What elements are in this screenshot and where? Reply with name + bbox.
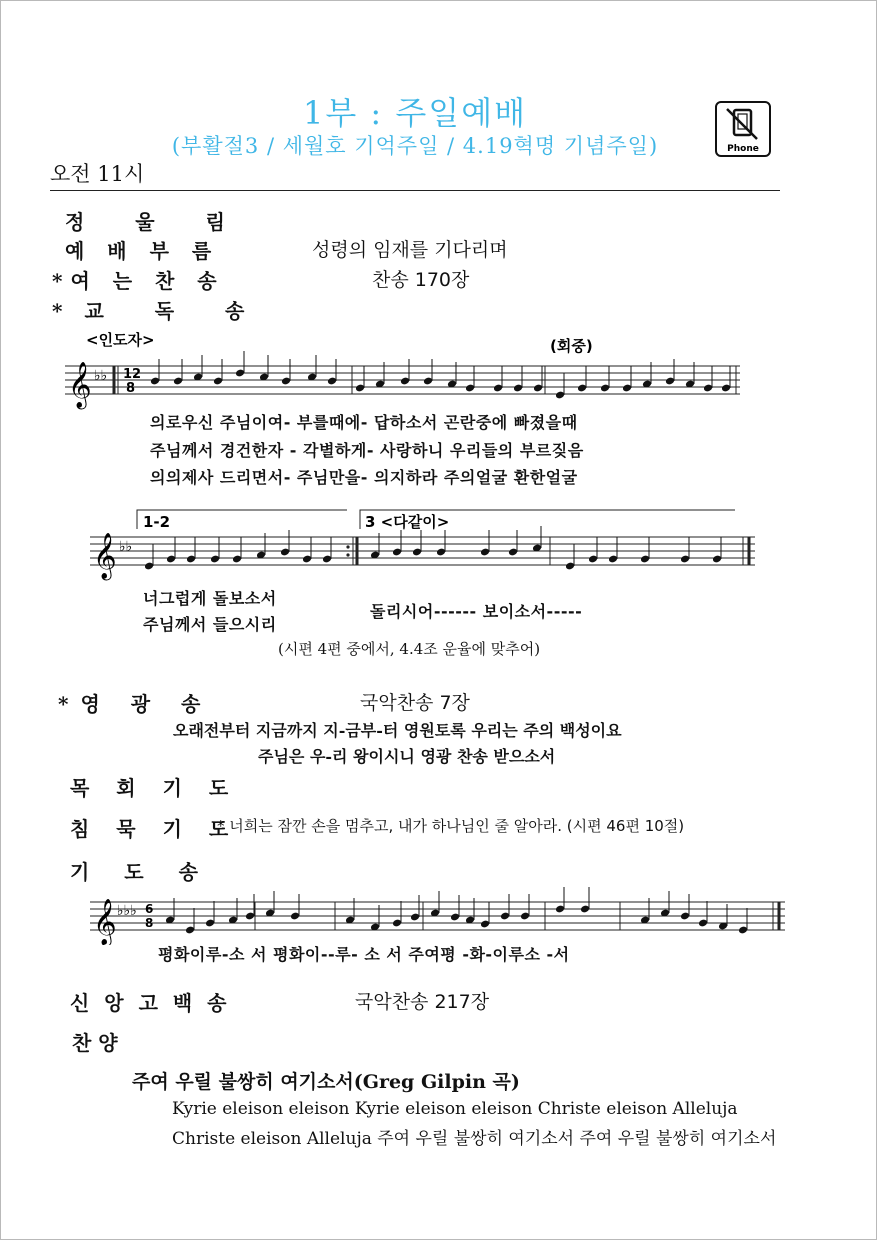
flat-icon: ♭♭♭ (117, 903, 137, 919)
anthem-text-1: Kyrie eleison eleison Kyrie eleison eleison Christe eleison Alleluja (172, 1099, 738, 1119)
score-1-lyric-2: 주님께서 경건한자 - 각별하게- 사랑하니 우리들의 부르짖음 (150, 441, 584, 460)
score-1-staff (60, 330, 750, 410)
gloria-value: 국악찬송 7장 (360, 692, 470, 714)
flat-icon: ♭♭ (119, 539, 133, 555)
anthem-title: 주여 우릴 불쌍히 여기소서(Greg Gilpin 곡) (132, 1071, 520, 1093)
page-subtitle: (부활절3 / 세월호 기억주일 / 4.19혁명 기념주일) (171, 134, 659, 158)
time-sig-bottom: 8 (145, 916, 154, 930)
score-1-lyric-3: 의의제사 드리면서- 주님만을- 의지하라 주의얼굴 환한얼굴 (150, 468, 578, 487)
score-2-lyric-2: 주님께서 들으시리 (143, 615, 277, 634)
opening-hymn-label: *여 는 찬 송 (52, 269, 225, 293)
score-2-staff (85, 505, 760, 585)
treble-clef-icon: 𝄞 (93, 899, 117, 945)
prelude-label: 정 울 림 (65, 210, 247, 234)
call-to-worship-value: 성령의 임재를 기다리며 (312, 239, 508, 261)
score-3-notes (165, 887, 748, 934)
leader-label: <인도자> (86, 331, 155, 349)
treble-clef-icon: 𝄞 (93, 533, 117, 579)
silent-prayer-verse: * 너희는 잠깐 손을 멈추고, 내가 하나님인 줄 알아라. (시편 46편 10절) (217, 817, 685, 835)
congregation-label: (회중) (550, 337, 593, 355)
responsive-reading-label: *교 독 송 (52, 299, 267, 323)
silent-prayer-label: 침 묵 기 도 (70, 817, 239, 841)
no-phone-icon (715, 101, 771, 157)
ending-1-label: 1-2 (143, 513, 171, 531)
gloria-text-1: 오래전부터 지금까지 지-금부-터 영원토록 우리는 주의 백성이요 (173, 721, 622, 740)
header-divider (50, 190, 780, 191)
creed-label: 신 앙 고 백 송 (70, 991, 231, 1015)
call-to-worship-label: 예 배 부 름 (65, 239, 220, 263)
flat-icon: ♭♭ (94, 368, 108, 384)
score-1-lyric-1: 의로우신 주님이여- 부를때에- 답하소서 곤란중에 빠졌을때 (150, 413, 578, 432)
score-2-lyric-right: 돌리시어------ 보이소서----- (370, 602, 583, 621)
creed-value: 국악찬송 217장 (355, 991, 490, 1013)
time-sig-bottom: 8 (126, 381, 136, 396)
psalm-source-note: (시편 4편 중에서, 4.4조 운율에 맞추어) (278, 640, 541, 658)
time-sig-top: 12 (123, 367, 142, 382)
pastoral-prayer-label: 목 회 기 도 (70, 776, 239, 800)
opening-hymn-value: 찬송 170장 (372, 269, 470, 291)
gloria-label: *영 광 송 (58, 692, 213, 716)
prayer-song-label: 기 도 송 (70, 860, 212, 884)
treble-clef-icon: 𝄞 (68, 362, 92, 408)
ending-3-label: 3 <다같이> (365, 513, 450, 531)
service-time: 오전 11시 (50, 162, 145, 186)
score-1-notes (150, 351, 731, 399)
prayer-song-lyric: 평화이루-소 서 평화이--루- 소 서 주여평 -화-이루소 -서 (158, 945, 570, 964)
time-sig-top: 6 (145, 902, 154, 916)
gloria-text-2: 주님은 우-리 왕이시니 영광 찬송 받으소서 (258, 747, 556, 766)
page-title: 1부 : 주일예배 (302, 94, 528, 132)
score-3-staff (85, 885, 790, 945)
anthem-text-2: Christe eleison Alleluja 주여 우릴 불쌍히 여기소서 주여 우릴 불쌍히 여기소서 (172, 1129, 777, 1149)
score-2-lyric-1: 너그럽게 돌보소서 (143, 589, 277, 608)
phone-label: Phone (727, 144, 759, 154)
phone-crossed-icon (717, 103, 769, 155)
score-2-notes (144, 526, 722, 570)
anthem-label: 찬 양 (72, 1031, 118, 1055)
